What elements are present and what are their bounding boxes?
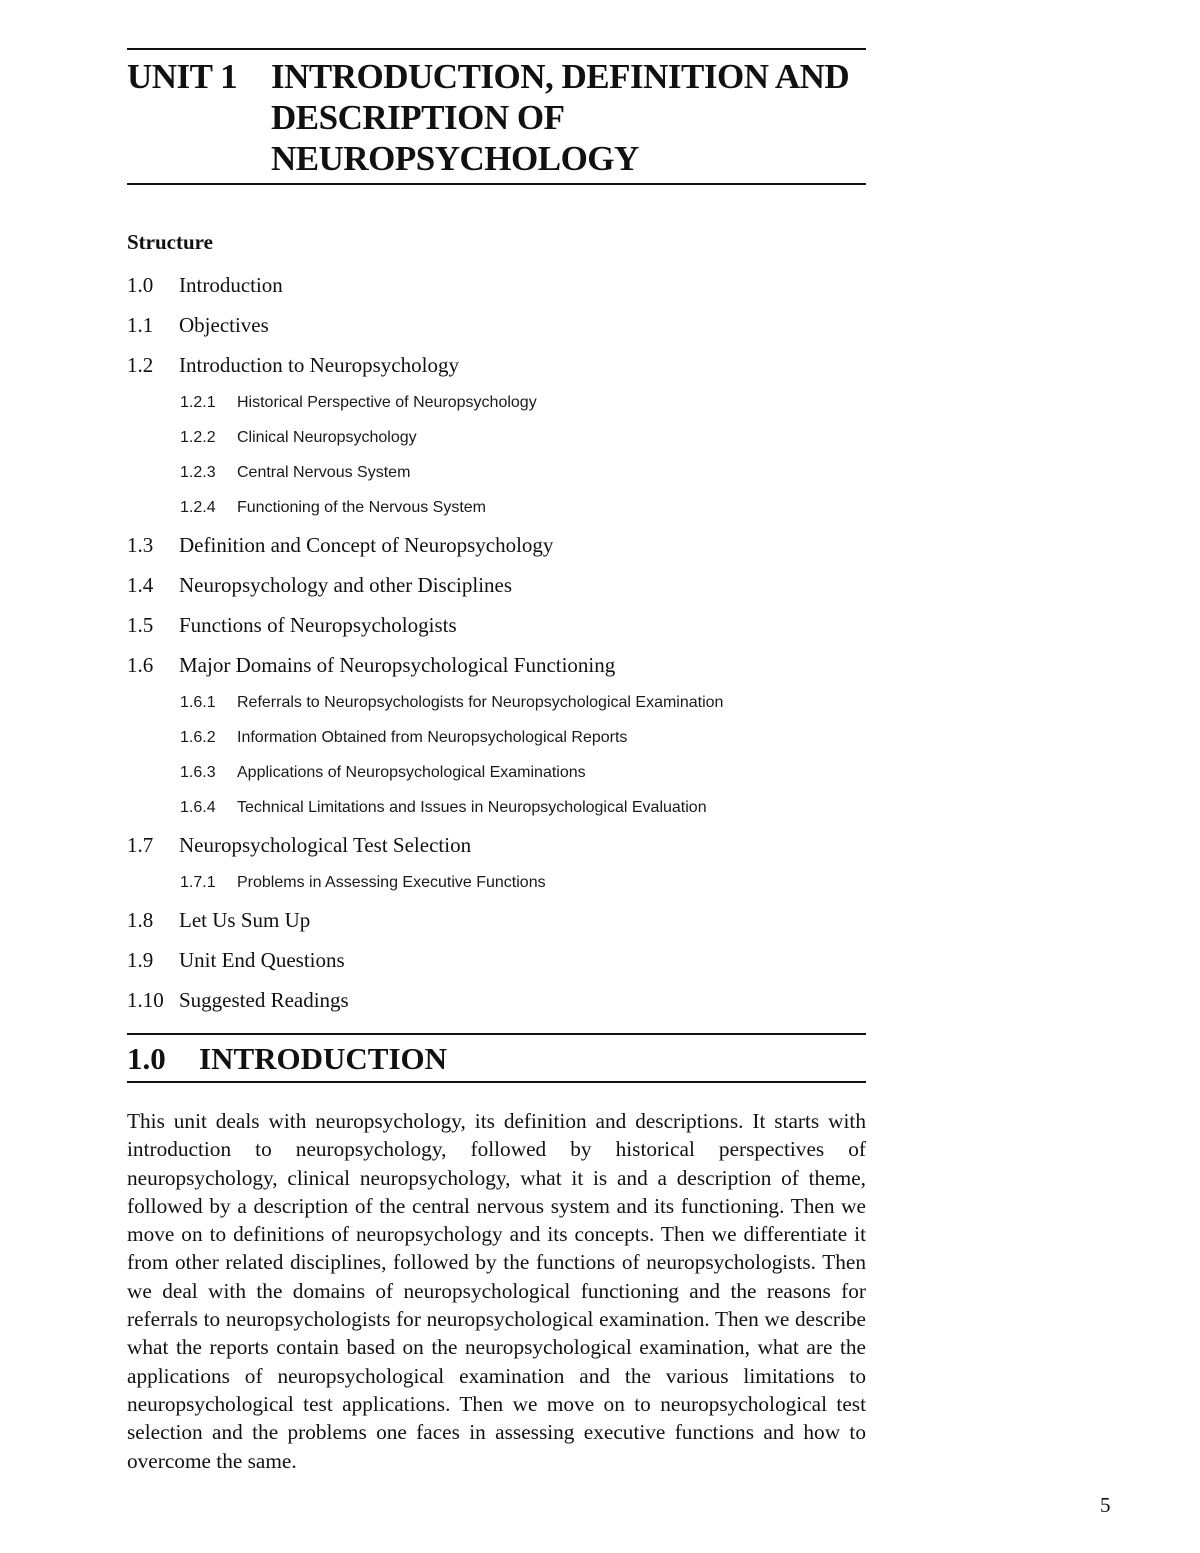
structure-item-label: Functions of Neuropsychologists (179, 613, 457, 637)
structure-item (127, 305, 866, 345)
unit-title-line: DESCRIPTION OF (271, 98, 565, 137)
structure-item-label: Let Us Sum Up (179, 908, 311, 932)
unit-title (271, 56, 849, 179)
structure-item-label: Suggested Readings (179, 988, 349, 1012)
structure-subitem (127, 455, 866, 490)
structure-subitem (127, 755, 866, 790)
structure-item (127, 525, 866, 565)
structure-item-number: 1.5 (127, 613, 154, 637)
structure-item-number: 1.9 (127, 948, 154, 972)
structure-item-number: 1.3 (127, 533, 154, 557)
section-bottom-rule (127, 1081, 866, 1083)
structure-item-label: Definition and Concept of Neuropsychology (179, 533, 554, 557)
structure-item-number: 1.10 (127, 988, 164, 1012)
structure-item-number: 1.6.1 (180, 694, 216, 711)
structure-item (127, 645, 866, 685)
structure-item (127, 940, 866, 980)
structure-item-label: Neuropsychological Test Selection (179, 833, 472, 857)
structure-item-number: 1.2.3 (180, 464, 216, 481)
structure-item-number: 1.7 (127, 833, 154, 857)
structure-item-label: Referrals to Neuropsychologists for Neuropsychological Examination (237, 694, 724, 711)
structure-item (127, 825, 866, 865)
unit-label: UNIT 1 (127, 57, 238, 96)
structure-item-label: Introduction (179, 273, 283, 297)
page-number: 5 (1100, 1493, 1111, 1517)
title-bottom-rule (127, 183, 866, 185)
structure-item-number: 1.4 (127, 573, 154, 597)
structure-heading: Structure (127, 230, 213, 254)
structure-item-label: Information Obtained from Neuropsychological Reports (237, 729, 628, 746)
structure-item (127, 265, 866, 305)
structure-subitem (127, 790, 866, 825)
structure-item-number: 1.0 (127, 273, 154, 297)
structure-item-number: 1.2.1 (180, 394, 216, 411)
structure-subitem (127, 865, 866, 900)
structure-item (127, 345, 866, 385)
section-title: INTRODUCTION (199, 1041, 448, 1076)
introduction-paragraph: This unit deals with neuropsychology, its definition and descriptions. It starts with introduction to neuropsychology, followed by historical perspectives of neuropsychology, clinical neuropsychology, what it is and a description of theme, followed by a description of the central nervous system and its functioning. Then we move on to definitions of neuropsychology and its concepts. Then we differentiate it from other related disciplines, followed by the functions of neuropsychologists. Then we deal with the domains of neuropsychological functioning and the reasons for referrals to neuropsychologists for neuropsychological examination. Then we describe what the reports contain based on the neuropsychological examination, what are the applications of neuropsychological examination and the various limitations to neuropsychological test applications. Then we move on to neuropsychological test selection and the problems one faces in assessing executive functions and how to overcome the same. (127, 1109, 866, 1473)
structure-item-number: 1.6 (127, 653, 154, 677)
structure-item-label: Unit End Questions (179, 948, 345, 972)
section-number: 1.0 (127, 1041, 166, 1076)
structure-item-number: 1.6.2 (180, 729, 216, 746)
structure-subitem (127, 720, 866, 755)
unit-title-line: INTRODUCTION, DEFINITION AND (271, 57, 850, 96)
structure-item (127, 565, 866, 605)
structure-item-label: Central Nervous System (237, 464, 411, 481)
unit-title-line: NEUROPSYCHOLOGY (271, 139, 639, 178)
structure-item-label: Clinical Neuropsychology (237, 429, 417, 446)
structure-item (127, 980, 866, 1020)
structure-item-label: Applications of Neuropsychological Examinations (237, 764, 586, 781)
structure-item-label: Problems in Assessing Executive Functions (237, 874, 546, 891)
structure-item-label: Historical Perspective of Neuropsychology (237, 394, 537, 411)
structure-item-label: Technical Limitations and Issues in Neuropsychological Evaluation (237, 799, 707, 816)
structure-item-number: 1.6.3 (180, 764, 216, 781)
structure-subitem (127, 385, 866, 420)
structure-item-number: 1.2 (127, 353, 154, 377)
structure-item-number: 1.6.4 (180, 799, 216, 816)
unit-header (127, 50, 866, 183)
structure-item-label: Introduction to Neuropsychology (179, 353, 459, 377)
document-page (127, 48, 866, 1496)
structure-item-label: Objectives (179, 313, 269, 337)
structure-list (127, 265, 866, 1020)
structure-item-label: Major Domains of Neuropsychological Functioning (179, 653, 616, 677)
structure-item (127, 605, 866, 645)
structure-item-label: Functioning of the Nervous System (237, 499, 487, 516)
structure-item-number: 1.1 (127, 313, 154, 337)
structure-subitem (127, 420, 866, 455)
structure-subitem (127, 685, 866, 720)
structure-item-label: Neuropsychology and other Disciplines (179, 573, 513, 597)
structure-item-number: 1.7.1 (180, 874, 216, 891)
structure-item (127, 900, 866, 940)
structure-item-number: 1.2.4 (180, 499, 216, 516)
structure-subitem (127, 490, 866, 525)
structure-item-number: 1.2.2 (180, 429, 216, 446)
section-heading (127, 1035, 866, 1081)
structure-item-number: 1.8 (127, 908, 154, 932)
